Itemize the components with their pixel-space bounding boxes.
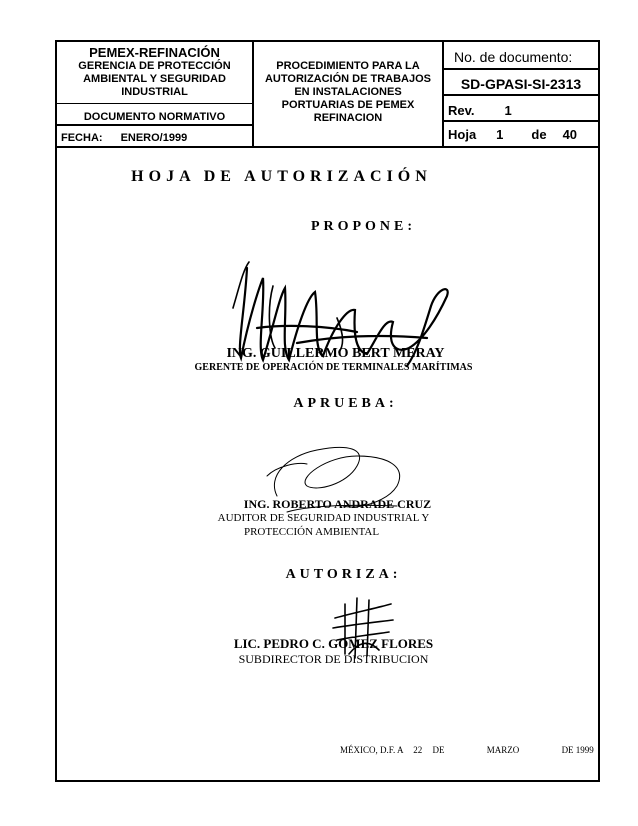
date-cell — [57, 127, 252, 146]
sheet-total: 40 — [562, 127, 578, 142]
footer-year: DE 1999 — [561, 745, 594, 755]
sheet-value: 1 — [496, 127, 504, 142]
org-subtitle-3: INDUSTRIAL — [121, 86, 188, 98]
autoriza-label: AUTORIZA: — [285, 567, 402, 582]
propone-role: GERENTE DE OPERACIÓN DE TERMINALES MARÍTIMAS — [194, 362, 473, 373]
autoriza-role: SUBDIRECTOR DE DISTRIBUCION — [238, 652, 429, 666]
footer-month: MARZO — [486, 745, 520, 755]
rev-cell — [444, 98, 598, 122]
org-block — [57, 42, 252, 104]
document-header — [57, 42, 598, 148]
aprueba-role-2: PROTECCIÓN AMBIENTAL — [243, 526, 380, 538]
doc-number-label-cell — [444, 42, 598, 70]
document-page — [55, 40, 600, 782]
aprueba-role-1: AUDITOR DE SEGURIDAD INDUSTRIAL Y — [217, 512, 430, 524]
footer-de: DE — [432, 745, 445, 755]
procedure-line-5: REFINACION — [313, 112, 383, 124]
aprueba-name: ING. ROBERTO ANDRADE CRUZ — [243, 497, 432, 511]
procedure-line-2: AUTORIZACIÓN DE TRABAJOS — [264, 73, 432, 85]
procedure-line-4: PORTUARIAS DE PEMEX — [281, 99, 415, 111]
doc-number-label: No. de documento: — [454, 49, 573, 65]
org-subtitle-2: AMBIENTAL Y SEGURIDAD — [83, 73, 226, 85]
rev-value: 1 — [504, 103, 512, 118]
header-org-column — [57, 42, 254, 146]
aprueba-label: APRUEBA: — [293, 396, 398, 411]
procedure-title — [254, 42, 442, 125]
propone-name: ING. GUILLERMO BERT MERAY — [226, 346, 445, 361]
autoriza-name: LIC. PEDRO C. GOMEZ FLORES — [233, 636, 434, 651]
org-subtitle-1: GERENCIA DE PROTECCIÓN — [78, 60, 231, 72]
propone-label: PROPONE: — [310, 219, 417, 234]
date-value: ENERO/1999 — [120, 132, 188, 144]
footer-place-date — [340, 745, 594, 755]
date-label: FECHA: — [61, 132, 103, 144]
header-doc-column — [444, 42, 598, 146]
main-title: HOJA DE AUTORIZACIÓN — [131, 168, 432, 185]
rev-label: Rev. — [448, 103, 475, 118]
doc-number-value: SD-GPASI-SI-2313 — [460, 76, 582, 92]
org-title: PEMEX-REFINACIÓN — [89, 45, 220, 60]
header-procedure-column — [254, 42, 444, 146]
procedure-line-1: PROCEDIMIENTO PARA LA — [276, 60, 420, 72]
doc-type: DOCUMENTO NORMATIVO — [83, 111, 226, 123]
footer-day: 22 — [413, 745, 423, 755]
sheet-of-label: de — [531, 127, 547, 142]
doc-number-cell — [444, 72, 598, 96]
sheet-label: Hoja — [448, 127, 477, 142]
procedure-line-3: EN INSTALACIONES — [294, 86, 402, 98]
doc-type-cell — [57, 105, 252, 126]
footer-place: MÉXICO, D.F. A — [340, 745, 404, 755]
sheet-cell — [444, 124, 598, 146]
